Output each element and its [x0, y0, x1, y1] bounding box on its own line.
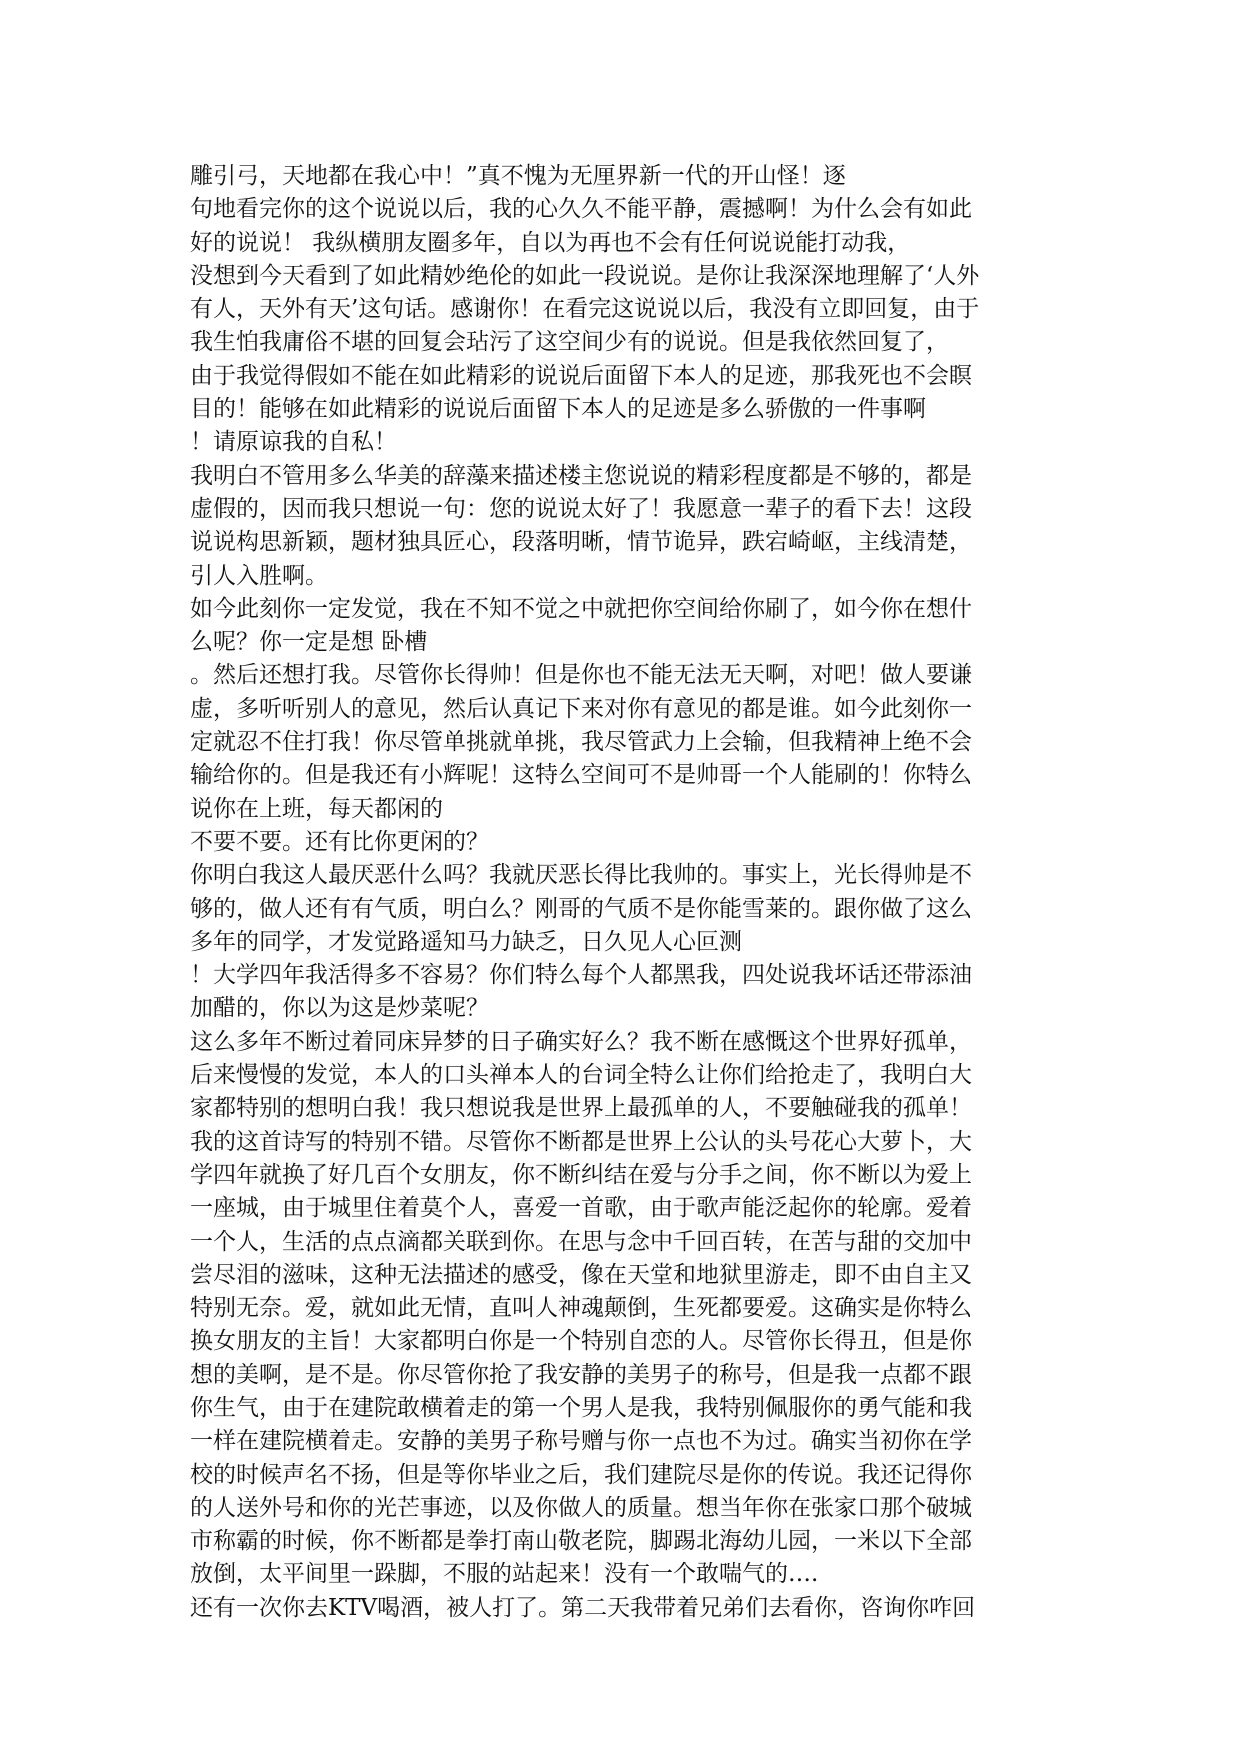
- text-line: 没想到今天看到了如此精妙绝伦的如此一段说说。是你让我深深地理解了‘人外: [190, 262, 980, 289]
- text-line: 如今此刻你一定发觉，我在不知不觉之中就把你空间给你刷了，如今你在想什: [190, 595, 972, 622]
- text-line: ！大学四年我活得多不容易？你们特么每个人都黑我，四处说我坏话还带添油: [190, 962, 972, 989]
- text-line: 这么多年不断过着同床异梦的日子确实好么？我不断在感慨这个世界好孤单，: [190, 1028, 972, 1055]
- text-line: 后来慢慢的发觉，本人的口头禅本人的台词全特么让你们给抢走了，我明白大: [190, 1062, 972, 1089]
- text-line: 特别无奈。爱，就如此无情，直叫人神魂颠倒，生死都要爱。这确实是你特么: [190, 1295, 972, 1322]
- text-line: 多年的同学，才发觉路遥知马力缺乏，日久见人心叵测: [190, 928, 742, 955]
- text-line: 好的说说！ 我纵横朋友圈多年，自以为再也不会有任何说说能打动我，: [190, 229, 911, 256]
- text-line: 一个人，生活的点点滴都关联到你。在思与念中千回百转，在苦与甜的交加中: [190, 1228, 972, 1255]
- text-line: 校的时候声名不扬，但是等你毕业之后，我们建院尽是你的传说。我还记得你: [190, 1461, 972, 1488]
- body-text: [190, 160, 1070, 1625]
- text-line: 一样在建院横着走。安静的美男子称号赠与你一点也不为过。确实当初你在学: [190, 1428, 972, 1455]
- text-line: 。然后还想打我。尽管你长得帅！但是你也不能无法无天啊，对吧！做人要谦: [190, 662, 972, 689]
- text-line: 说说构思新颖，题材独具匠心，段落明晰，情节诡异，跌宕崎岖，主线清楚，: [190, 529, 972, 556]
- text-line: 输给你的。但是我还有小辉呢！这特么空间可不是帅哥一个人能刷的！你特么: [190, 762, 972, 789]
- text-line: 你明白我这人最厌恶什么吗？我就厌恶长得比我帅的。事实上，光长得帅是不: [190, 862, 972, 889]
- text-line: 尝尽泪的滋味，这种无法描述的感受，像在天堂和地狱里游走，即不由自主又: [190, 1261, 972, 1288]
- text-line: 加醋的，你以为这是炒菜呢？: [190, 995, 489, 1022]
- text-line: 定就忍不住打我！你尽管单挑就单挑，我尽管武力上会输，但我精神上绝不会: [190, 729, 972, 756]
- text-line: 我的这首诗写的特别不错。尽管你不断都是世界上公认的头号花心大萝卜，大: [190, 1128, 972, 1155]
- text-line: 引人入胜啊。: [190, 562, 328, 589]
- text-line: 还有一次你去KTV喝酒，被人打了。第二天我带着兄弟们去看你，咨询你咋回: [190, 1594, 976, 1621]
- text-line: 换女朋友的主旨！大家都明白你是一个特别自恋的人。尽管你长得丑，但是你: [190, 1328, 972, 1355]
- text-line: 的人送外号和你的光芒事迹，以及你做人的质量。想当年你在张家口那个破城: [190, 1494, 972, 1521]
- text-line: 我明白不管用多么华美的辞藻来描述楼主您说说的精彩程度都是不够的，都是: [190, 462, 972, 489]
- text-line: 有人，天外有天’这句话。感谢你！在看完这说说以后，我没有立即回复，由于: [190, 296, 980, 323]
- text-line: 我生怕我庸俗不堪的回复会玷污了这空间少有的说说。但是我依然回复了，: [190, 329, 949, 356]
- text-line: 句地看完你的这个说说以后，我的心久久不能平静，震撼啊！为什么会有如此: [190, 196, 972, 223]
- text-line: 市称霸的时候，你不断都是拳打南山敬老院，脚踢北海幼儿园，一米以下全部: [190, 1528, 972, 1555]
- text-line: 不要不要。还有比你更闲的？: [190, 828, 489, 855]
- text-line: 说你在上班，每天都闲的: [190, 795, 443, 822]
- text-line: 么呢？你一定是想 卧槽: [190, 629, 428, 656]
- text-line: 家都特别的想明白我！我只想说我是世界上最孤单的人，不要触碰我的孤单！: [190, 1095, 972, 1122]
- text-line: 虚，多听听别人的意见，然后认真记下来对你有意见的都是谁。如今此刻你一: [190, 695, 972, 722]
- text-line: 虚假的，因而我只想说一句：您的说说太好了！我愿意一辈子的看下去！这段: [190, 495, 972, 522]
- text-line: 想的美啊，是不是。你尽管你抢了我安静的美男子的称号，但是我一点都不跟: [190, 1361, 972, 1388]
- text-line: 目的！能够在如此精彩的说说后面留下本人的足迹是多么骄傲的一件事啊: [190, 396, 926, 423]
- text-line: 雕引弓，天地都在我心中！”真不愧为无厘界新一代的开山怪！逐: [190, 163, 846, 189]
- text-line: 放倒，太平间里一跺脚，不服的站起来！没有一个敢喘气的….: [190, 1561, 819, 1588]
- text-line: 够的，做人还有有气质，明白么？刚哥的气质不是你能雪莱的。跟你做了这么: [190, 895, 972, 922]
- text-line: 学四年就换了好几百个女朋友，你不断纠结在爱与分手之间，你不断以为爱上: [190, 1161, 972, 1188]
- text-line: ！请原谅我的自私！: [190, 429, 397, 456]
- text-line: 你生气，由于在建院敢横着走的第一个男人是我，我特别佩服你的勇气能和我: [190, 1394, 972, 1421]
- text-line: 一座城，由于城里住着莫个人，喜爱一首歌，由于歌声能泛起你的轮廓。爱着: [190, 1195, 972, 1222]
- text-line: 由于我觉得假如不能在如此精彩的说说后面留下本人的足迹，那我死也不会瞑: [190, 362, 972, 389]
